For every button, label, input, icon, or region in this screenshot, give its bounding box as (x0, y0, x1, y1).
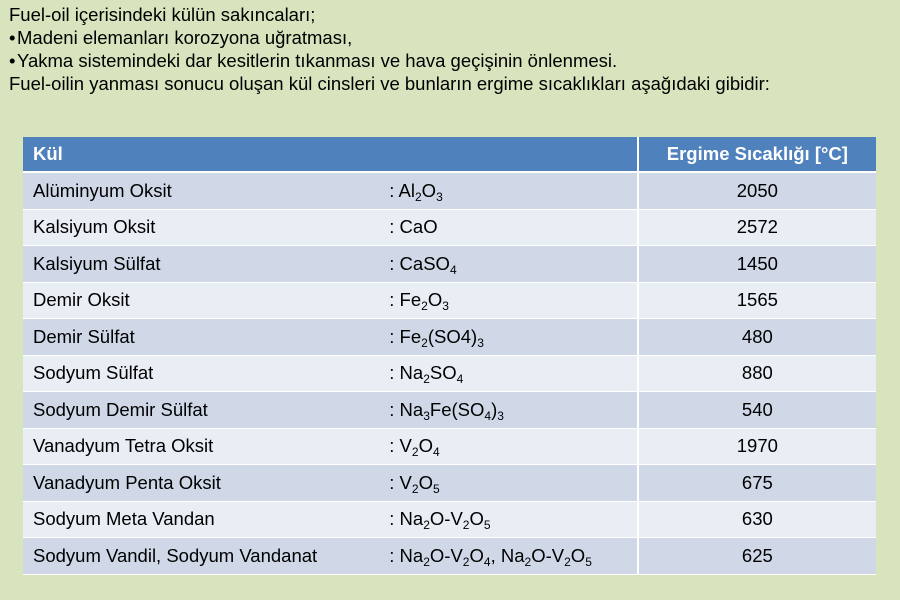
melting-temp-cell: 480 (638, 319, 876, 356)
bullet-glyph: • (9, 50, 16, 71)
table-row (23, 392, 876, 429)
table-row (23, 319, 876, 356)
header-ash: Kül (23, 137, 638, 172)
ash-melting-table (23, 137, 876, 575)
ash-name-cell: Vanadyum Penta Oksit (23, 465, 383, 502)
formula-cell: : $Fe_2(SO4)_3$ (383, 319, 637, 356)
melting-temp-cell: 1565 (638, 282, 876, 319)
formula-cell: : CaO (383, 209, 637, 246)
formula-cell: : $V_2O_4$ (383, 428, 637, 465)
intro-text (9, 3, 894, 95)
intro-line-1: Fuel-oil içerisindeki külün sakıncaları; (9, 4, 316, 25)
melting-temp-cell: 675 (638, 465, 876, 502)
bullet-glyph: • (9, 27, 16, 48)
ash-name-cell: Alüminyum Oksit (23, 172, 383, 209)
ash-name-cell: Kalsiyum Oksit (23, 209, 383, 246)
ash-name-cell: Sodyum Sülfat (23, 355, 383, 392)
ash-name-cell: Demir Oksit (23, 282, 383, 319)
intro-bullet-2 (9, 49, 894, 72)
formula-cell: : $Na_2SO_4$ (383, 355, 637, 392)
formula-cell: : $V_2O_5$ (383, 465, 637, 502)
formula-cell: : $Fe_2O_3$ (383, 282, 637, 319)
ash-name-cell: Kalsiyum Sülfat (23, 246, 383, 283)
melting-temp-cell: 880 (638, 355, 876, 392)
melting-temp-cell: 1450 (638, 246, 876, 283)
ash-name-cell: Sodyum Vandil, Sodyum Vandanat (23, 538, 383, 575)
formula-cell: : $Na_2O-V_2O_4$, $Na_2O-V_2O_5$ (383, 538, 637, 575)
table-row (23, 209, 876, 246)
melting-temp-cell: 625 (638, 538, 876, 575)
table-row (23, 465, 876, 502)
intro-line-3: Yakma sistemindeki dar kesitlerin tıkanması ve hava geçişinin önlenmesi. (17, 50, 618, 71)
intro-bullet-1 (9, 26, 894, 49)
melting-temp-cell: 2572 (638, 209, 876, 246)
table-row (23, 428, 876, 465)
formula-cell: : $Al_2O_3$ (383, 172, 637, 209)
table-row (23, 355, 876, 392)
melting-temp-cell: 2050 (638, 172, 876, 209)
table-row (23, 501, 876, 538)
melting-temp-cell: 630 (638, 501, 876, 538)
melting-temp-cell: 540 (638, 392, 876, 429)
ash-name-cell: Sodyum Demir Sülfat (23, 392, 383, 429)
ash-name-cell: Vanadyum Tetra Oksit (23, 428, 383, 465)
melting-temp-cell: 1970 (638, 428, 876, 465)
table-body (23, 172, 876, 574)
ash-name-cell: Demir Sülfat (23, 319, 383, 356)
formula-cell: : $Na_3Fe(SO_4)_3$ (383, 392, 637, 429)
header-temperature: Ergime Sıcaklığı [°C] (638, 137, 876, 172)
formula-cell: : CaSO$_4$ (383, 246, 637, 283)
ash-name-cell: Sodyum Meta Vandan (23, 501, 383, 538)
table-row (23, 282, 876, 319)
table-row (23, 246, 876, 283)
table-row (23, 172, 876, 209)
table-row (23, 538, 876, 575)
intro-line-4: Fuel-oilin yanması sonucu oluşan kül cinsleri ve bunların ergime sıcaklıkları aşağıdaki gibidir: (9, 73, 770, 94)
intro-line-2: Madeni elemanları korozyona uğratması, (17, 27, 353, 48)
table-header-row (23, 137, 876, 172)
formula-cell: : $Na_2O-V_2O_5$ (383, 501, 637, 538)
